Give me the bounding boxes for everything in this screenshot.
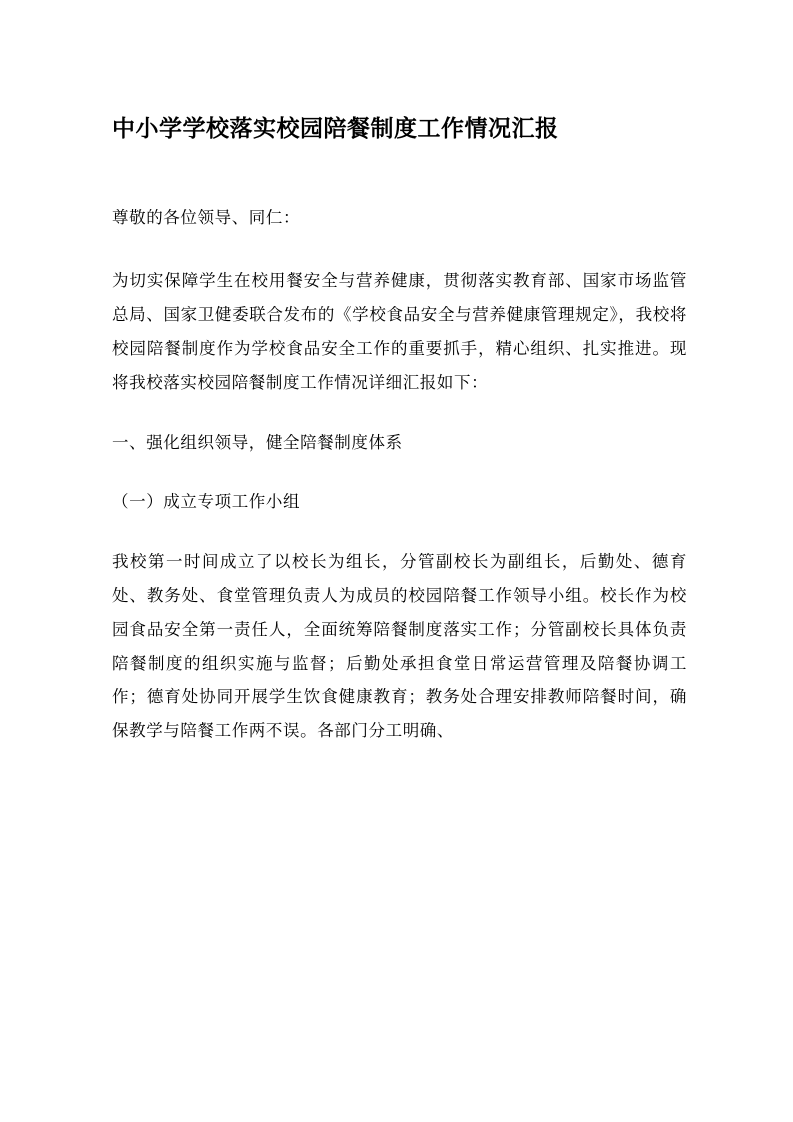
paragraph-salutation: 尊敬的各位领导、同仁： bbox=[112, 207, 301, 227]
section-heading-1: 一、强化组织领导，健全陪餐制度体系 bbox=[112, 432, 403, 452]
paragraph-introduction: 为切实保障学生在校用餐安全与营养健康，贯彻落实教育部、国家市场监管总局、国家卫健委联合发布的《学校食品安全与营养健康管理规定》，我校将校园陪餐制度作为学校食品安全工作的重要抓手，精心组织、扎实推进。现将我校落实校园陪餐制度工作情况详细汇报如下： bbox=[112, 271, 687, 392]
subsection-heading-1-1: （一）成立专项工作小组 bbox=[112, 492, 301, 512]
paragraph-body-1-1: 我校第一时间成立了以校长为组长，分管副校长为副组长，后勤处、德育处、教务处、食堂管理负责人为成员的校园陪餐工作领导小组。校长作为校园食品安全第一责任人，全面统筹陪餐制度落实工作；分管副校长具体负责陪餐制度的组织实施与监督；后勤处承担食堂日常运营管理及陪餐协调工作；德育处协同开展学生饮食健康教育；教务处合理安排教师陪餐时间，确保教学与陪餐工作两不误。各部门分工明确、 bbox=[112, 552, 687, 741]
document-title: 中小学学校落实校园陪餐制度工作情况汇报 bbox=[112, 115, 559, 142]
